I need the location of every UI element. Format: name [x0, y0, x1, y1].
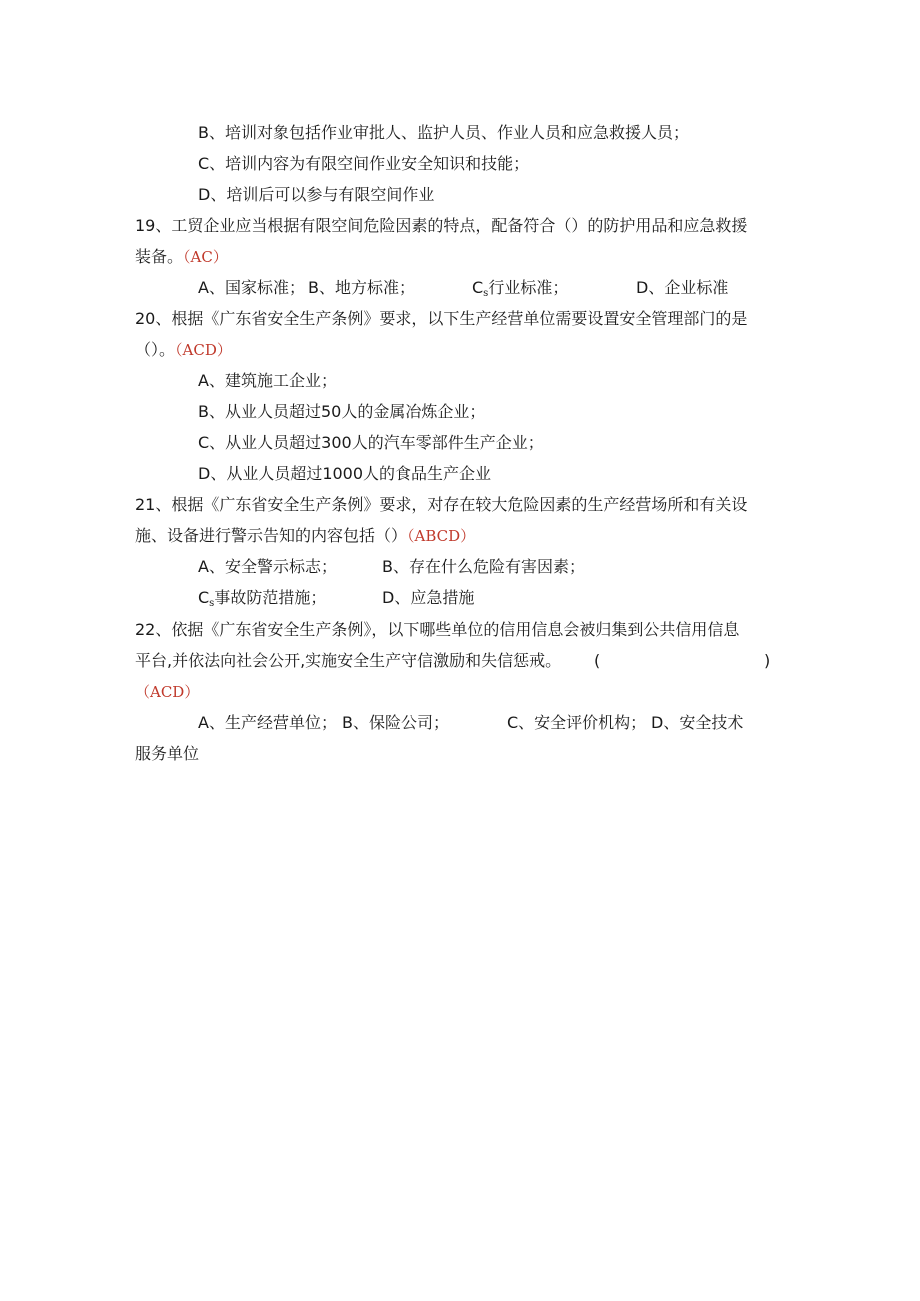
q19-stem-line2: [135, 246, 228, 268]
q22-stem-line2: 平台,并依法向社会公开,实施安全生产守信激励和失信惩戒。: [135, 651, 562, 670]
q20-option-d: D、从业人员超过1000人的食品生产企业: [198, 464, 492, 483]
q20-stem-line1: 20、根据《广东省安全生产条例》要求，以下生产经营单位需要设置安全管理部门的是: [135, 309, 748, 328]
q21-answer: （ABCD）: [407, 527, 476, 545]
q19-option-c-letter: C: [472, 278, 484, 297]
q21-stem-text: 施、设备进行警示告知的内容包括（）: [135, 526, 408, 545]
q20-stem-text: （）。: [135, 340, 176, 359]
q21-option-a: A、安全警示标志；: [198, 557, 337, 576]
q18-option-c: C、培训内容为有限空间作业安全知识和技能；: [198, 154, 530, 173]
q20-option-b: B、从业人员超过50人的金属冶炼企业；: [198, 402, 486, 421]
q21-option-c-letter: C: [198, 588, 210, 607]
q22-option-d-continued: 服务单位: [135, 744, 200, 763]
q22-option-b: B、保险公司；: [342, 713, 449, 732]
q21-option-b: B、存在什么危险有害因素；: [382, 557, 585, 576]
q19-option-c: [472, 277, 568, 305]
q22-stem-line1: 22、依据《广东省安全生产条例》，以下哪些单位的信用信息会被归集到公共信用信息: [135, 620, 740, 639]
q20-option-c: C、从业人员超过300人的汽车零部件生产企业；: [198, 433, 544, 452]
q20-answer: （ACD）: [175, 341, 232, 359]
q22-option-a: A、生产经营单位；: [198, 713, 337, 732]
q20-option-a: A、建筑施工企业；: [198, 371, 337, 390]
q18-option-b: B、培训对象包括作业审批人、监护人员、作业人员和应急救援人员；: [198, 123, 689, 142]
q22-paren-close: ): [764, 651, 771, 670]
q19-option-d: D、企业标准: [636, 278, 729, 297]
q19-option-b: B、地方标准；: [308, 278, 415, 297]
q22-option-d: D、安全技术: [651, 713, 744, 732]
q21-stem-line2: [135, 525, 475, 547]
q21-option-d: D、应急措施: [382, 588, 475, 607]
q22-paren-open: (: [594, 651, 601, 670]
q21-option-c-sub: s: [209, 598, 215, 609]
q19-option-c-sub: s: [483, 288, 489, 299]
q19-stem-line1: 19、工贸企业应当根据有限空间危险因素的特点，配备符合（）的防护用品和应急救援: [135, 216, 748, 235]
q19-option-a: A、国家标准；: [198, 278, 305, 297]
q20-stem-line2: [135, 339, 232, 361]
q22-answer: （ACD）: [135, 683, 200, 701]
q19-option-c-text: 行业标准；: [488, 278, 569, 297]
q21-option-c-text: 事故防范措施；: [214, 588, 327, 607]
q19-answer: （AC）: [183, 248, 228, 266]
q18-option-d: D、培训后可以参与有限空间作业: [198, 185, 435, 204]
q21-option-c: [198, 587, 326, 615]
q19-stem-text: 装备。: [135, 247, 184, 266]
q22-option-c: C、安全评价机构；: [507, 713, 647, 732]
q21-stem-line1: 21、根据《广东省安全生产条例》要求，对存在较大危险因素的生产经营场所和有关设: [135, 495, 748, 514]
